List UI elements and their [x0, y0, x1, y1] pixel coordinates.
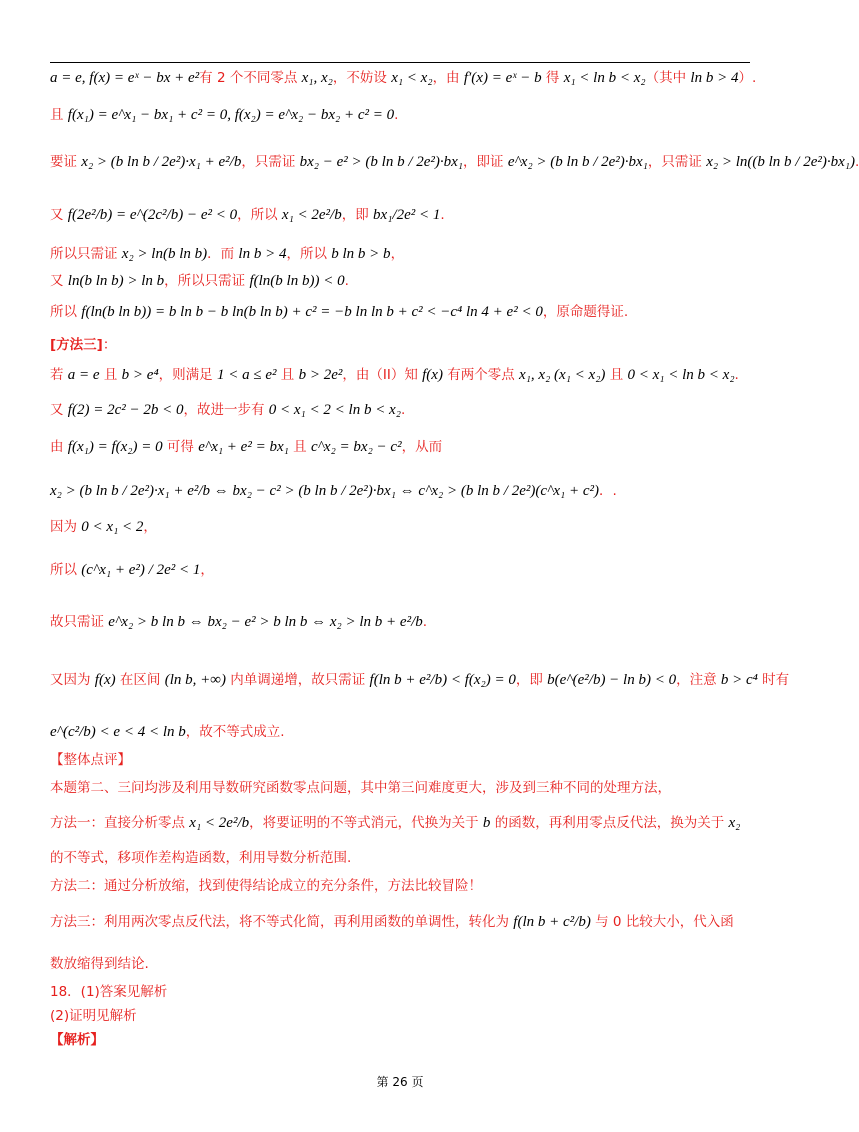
text-run: 的不等式，移项作差构造函数，利用导数分析范围. — [50, 850, 352, 866]
text-line — [50, 722, 285, 742]
math-expression: f(ln b + e²/b) < f(x₂) = 0 — [369, 672, 516, 688]
math-expression: a = e — [67, 367, 100, 383]
math-expression: 0 < x₁ < 2 — [81, 519, 144, 535]
text-line — [50, 105, 398, 125]
text-run: 时有 — [757, 672, 790, 688]
text-run: . — [400, 402, 406, 418]
text-run: 在区间 — [115, 672, 165, 688]
text-run: ， — [200, 562, 214, 578]
text-run: ，所以 — [237, 207, 282, 223]
text-run: 由 — [50, 439, 68, 455]
text-run: 方法一：直接分析零点 — [50, 815, 190, 831]
text-line — [50, 1030, 104, 1050]
text-line — [50, 560, 214, 580]
text-line — [50, 400, 405, 420]
math-expression: f(2) = 2c² − 2b < 0 — [67, 402, 184, 418]
text-line — [50, 481, 617, 501]
text-run: ，只需证 — [241, 154, 300, 170]
text-run: 所以只需证 — [50, 246, 122, 262]
math-expression: ln b > 4 — [238, 246, 287, 262]
text-run: ．而 — [207, 246, 239, 262]
text-run: 【整体点评】 — [50, 752, 131, 768]
math-expression: x₂ — [728, 815, 741, 831]
text-run: ， — [390, 246, 405, 262]
text-run: 有两个零点 — [442, 367, 520, 383]
math-expression: a = e, f(x) = eˣ − bx + e² — [50, 70, 200, 86]
text-run: 可得 — [162, 439, 199, 455]
text-run: ，由（II）知 — [342, 367, 423, 383]
text-line — [50, 848, 351, 868]
text-run: ，即证 — [463, 154, 508, 170]
text-run: 且 — [50, 107, 68, 123]
text-line — [50, 778, 671, 798]
text-line — [50, 335, 116, 355]
math-expression: f(x₁) = e^x₁ − bx₁ + c² = 0, f(x₂) = e^x₂ − bx₂ + c² = 0 — [67, 107, 395, 123]
text-run: 要证 — [50, 154, 82, 170]
math-expression: b — [482, 815, 491, 831]
text-run: 且 — [276, 367, 299, 383]
text-run: ，故进一步有 — [183, 402, 269, 418]
math-expression: f(ln b + c²/b) — [513, 914, 591, 930]
text-run: 故只需证 — [50, 614, 109, 630]
text-line — [50, 517, 157, 537]
text-run: 又 — [50, 207, 68, 223]
text-run: ，从而 — [401, 439, 443, 455]
text-run: . — [422, 614, 428, 630]
text-run: ，不妨设 — [332, 70, 392, 86]
text-line — [50, 876, 482, 896]
math-expression: f(ln(b ln b)) < 0 — [249, 273, 345, 289]
text-run: ，原命题得证. — [542, 304, 629, 320]
text-run: 且 — [605, 367, 628, 383]
text-line — [50, 205, 445, 225]
text-run: 且 — [99, 367, 122, 383]
text-run: 又 — [50, 273, 68, 289]
page-number: 第 26 页 — [376, 1075, 424, 1089]
text-run: ，则满足 — [158, 367, 217, 383]
math-expression: 0 < x₁ < ln b < x₂ — [627, 367, 735, 383]
text-run: ，只需证 — [647, 154, 707, 170]
math-expression: 0 < x₁ < 2 < ln b < x₂ — [268, 402, 401, 418]
math-expression: f(x) — [94, 672, 116, 688]
math-expression: f(x₁) = f(x₂) = 0 — [67, 439, 163, 455]
math-expression: x₁ < 2e²/b — [281, 207, 342, 223]
math-expression: e^(c²/b) < e < 4 < ln b — [50, 724, 186, 740]
text-run: ， — [143, 519, 157, 535]
math-expression: b > c⁴ — [720, 672, 758, 688]
math-expression: ln(b ln b) > ln b — [67, 273, 165, 289]
text-run: (2)证明见解析 — [50, 1008, 137, 1024]
text-line — [50, 982, 167, 1002]
math-expression: b ln b > b — [331, 246, 391, 262]
text-run: 且 — [288, 439, 311, 455]
math-expression: x₁ < 2e²/b — [189, 815, 250, 831]
math-expression: x₁ < x₂ — [391, 70, 433, 86]
text-line — [50, 670, 789, 690]
math-expression: x₁, x₂ — [301, 70, 333, 86]
text-run: . — [440, 207, 445, 223]
math-expression: f′(x) = eˣ − b — [463, 70, 542, 86]
text-run: ，由 — [432, 70, 464, 86]
text-run: ，所以只需证 — [164, 273, 250, 289]
math-expression: c^x₂ = bx₂ − c² — [310, 439, 402, 455]
math-expression: f(x) — [422, 367, 443, 383]
text-line — [50, 244, 404, 264]
text-line — [50, 954, 149, 974]
text-run: 有 2 个不同零点 — [199, 70, 302, 86]
text-line — [50, 302, 628, 322]
text-run: . — [394, 107, 399, 123]
text-run: . — [854, 154, 859, 170]
math-expression: b(e^(e²/b) − ln b) < 0 — [547, 672, 677, 688]
text-run: 方法三：利用两次零点反代法，将不等式化简，再利用函数的单调性，转化为 — [50, 914, 514, 930]
text-run: 18．(1)答案见解析 — [50, 984, 168, 1000]
text-run: 所以 — [50, 304, 82, 320]
text-line — [50, 1006, 137, 1026]
math-expression: f(2e²/b) = e^(2c²/b) − e² < 0 — [67, 207, 238, 223]
text-run: ，即 — [341, 207, 374, 223]
math-expression: e^x₁ + e² = bx₁ — [198, 439, 289, 455]
math-expression: f(ln(b ln b)) = b ln b − b ln(b ln b) + c² = −b ln ln b + c² < −c⁴ ln 4 + e² < 0 — [81, 304, 543, 320]
math-expression: (ln b, +∞) — [164, 672, 226, 688]
text-line — [50, 912, 734, 932]
text-line — [50, 365, 739, 385]
text-line — [50, 750, 131, 770]
header-rule — [50, 62, 750, 63]
math-expression: bx₁/2e² < 1 — [373, 207, 441, 223]
math-expression: (c^x₁ + e²) / 2e² < 1 — [81, 562, 201, 578]
text-line — [50, 437, 442, 457]
math-expression: e^x₂ > (b ln b / 2e²)·bx₁ — [507, 154, 648, 170]
text-run: 内单调递增，故只需证 — [225, 672, 370, 688]
text-line — [50, 813, 740, 833]
text-run: 方法二：通过分析放缩，找到使得结论成立的充分条件，方法比较冒险！ — [50, 878, 482, 894]
text-run: 得 — [541, 70, 564, 86]
text-run: 又因为 — [50, 672, 95, 688]
math-expression: x₁ < ln b < x₂ — [563, 70, 646, 86]
text-line — [50, 612, 427, 632]
text-line — [50, 152, 859, 172]
text-run: ，即 — [515, 672, 548, 688]
text-line — [50, 68, 756, 88]
text-run: ，故不等式成立. — [185, 724, 285, 740]
text-run: ： — [102, 337, 117, 353]
math-expression: x₂ > (b ln b / 2e²)·x₁ + e²/b — [81, 154, 242, 170]
math-expression: x₂ > (b ln b / 2e²)·x₁ + e²/b ⇔ bx₂ − c² > (b ln b / 2e²)·bx₁ ⇔ c^x₂ > (b ln b / 2e²)(c^x₁ + c²) — [50, 483, 600, 499]
math-expression: e^x₂ > b ln b ⇔ bx₂ − e² > b ln b ⇔ x₂ > ln b + e²/b — [108, 614, 423, 630]
math-expression: bx₂ − e² > (b ln b / 2e²)·bx₁ — [299, 154, 464, 170]
text-run: 所以 — [50, 562, 82, 578]
math-expression: b > 2e² — [298, 367, 343, 383]
text-line — [50, 271, 349, 291]
text-run: ，所以 — [286, 246, 332, 262]
text-run: 数放缩得到结论. — [50, 956, 149, 972]
text-run: 的函数，再利用零点反代法，换为关于 — [490, 815, 729, 831]
text-run: 又 — [50, 402, 68, 418]
text-run: 本题第二、三问均涉及利用导数研究函数零点问题，其中第三问难度更大，涉及到三种不同的处理方法， — [50, 780, 671, 796]
text-run: ）. — [738, 70, 757, 86]
math-expression: 1 < a ≤ e² — [216, 367, 277, 383]
math-expression: ln b > 4 — [690, 70, 739, 86]
math-expression: x₁, x₂ (x₁ < x₂) — [519, 367, 606, 383]
math-expression: b > e⁴ — [121, 367, 159, 383]
text-run: ．. — [599, 483, 617, 499]
text-run: 因为 — [50, 519, 82, 535]
math-expression: x₂ > ln(b ln b) — [121, 246, 208, 262]
text-run: . — [734, 367, 739, 383]
text-run: [方法三] — [50, 337, 103, 353]
text-run: . — [344, 273, 349, 289]
text-run: （其中 — [645, 70, 691, 86]
text-run: 【解析】 — [50, 1032, 104, 1048]
text-run: 若 — [50, 367, 68, 383]
text-run: ，将要证明的不等式消元，代换为关于 — [249, 815, 483, 831]
text-run: 与 0 比较大小，代入函 — [590, 914, 734, 930]
math-expression: x₂ > ln((b ln b / 2e²)·bx₁) — [706, 154, 855, 170]
text-run: ，注意 — [676, 672, 721, 688]
